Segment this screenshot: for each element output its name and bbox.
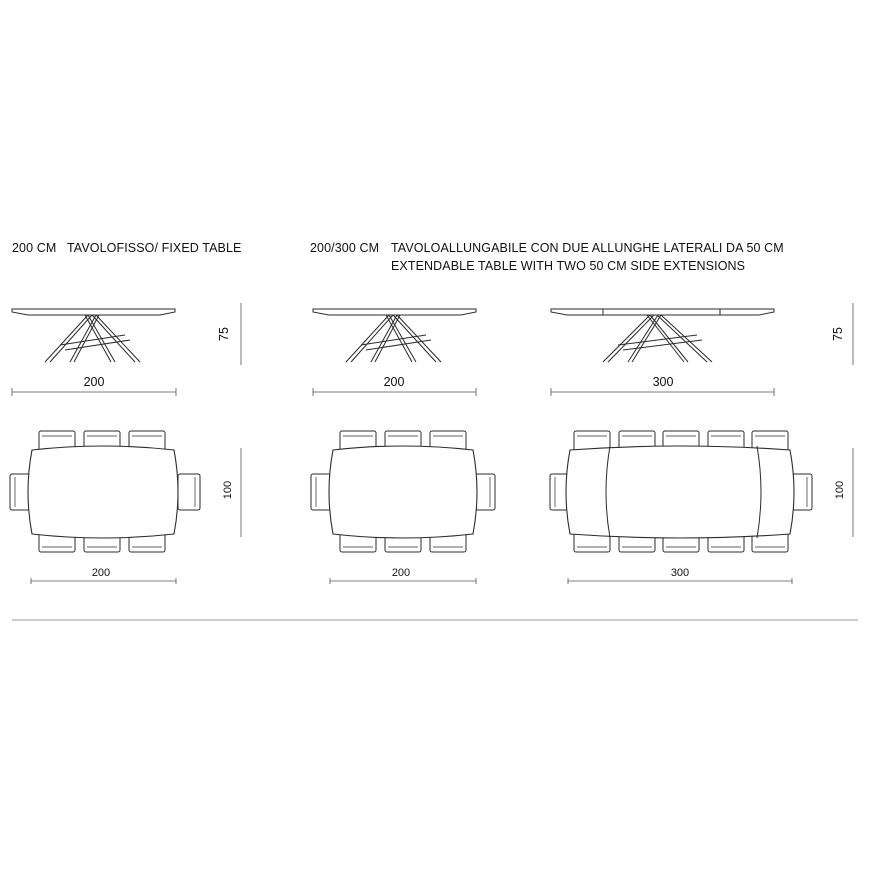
table-top-plan [566, 446, 794, 538]
table-top-plan [28, 446, 178, 538]
fixed-size-label: 200 CM [12, 241, 57, 255]
extendable-size-label: 200/300 CM [310, 241, 380, 255]
dim-label-width: 200 [383, 375, 405, 389]
fixed-table-title: TAVOLOFISSO/ FIXED TABLE [67, 241, 242, 255]
table-top-plan [329, 446, 477, 538]
dim-label-width: 200 [83, 375, 105, 389]
table-top-side [12, 309, 175, 315]
plan-view-fixed [10, 431, 200, 552]
plan-view-extendable-closed [311, 431, 495, 552]
extendable-title-english: EXTENDABLE TABLE WITH TWO 50 CM SIDE EXTENSIONS [391, 259, 746, 273]
dim-lines-side-3 [551, 303, 853, 396]
dim-label-width: 300 [670, 567, 690, 579]
crossed-legs [45, 315, 140, 362]
dim-label-height: 75 [217, 327, 231, 341]
extendable-title-italian: TAVOLOALLUNGABILE CON DUE ALLUNGHE LATERALI DA 50 CM [391, 241, 784, 255]
dim-label-height: 75 [831, 327, 845, 341]
plan-view-extended [550, 431, 812, 552]
dim-label-depth: 100 [222, 480, 234, 500]
dim-lines-side-1 [12, 303, 241, 396]
dim-label-width: 200 [391, 567, 411, 579]
dim-label-width: 200 [91, 567, 111, 579]
side-view-fixed [12, 309, 175, 362]
side-view-extendable-closed [313, 309, 476, 362]
dim-lines-side-2 [313, 388, 476, 396]
dim-label-depth: 100 [834, 480, 846, 500]
dim-label-width: 300 [652, 375, 674, 389]
side-view-extended [551, 309, 774, 362]
